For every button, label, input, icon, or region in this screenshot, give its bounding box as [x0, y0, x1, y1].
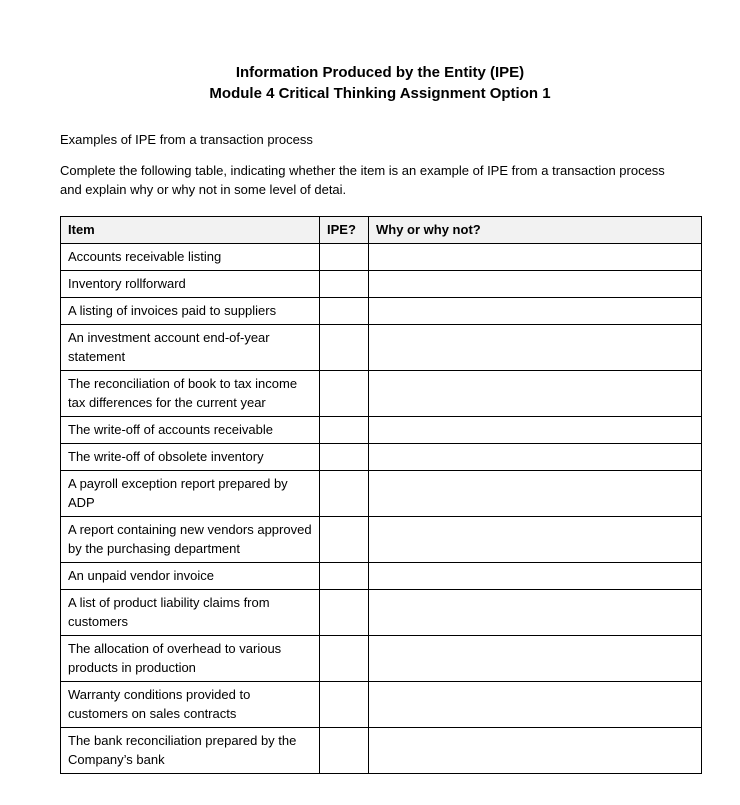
why-cell — [369, 590, 702, 636]
why-cell — [369, 636, 702, 682]
table-row — [61, 563, 702, 590]
item-cell: Inventory rollforward — [61, 271, 320, 298]
ipe-cell — [320, 636, 369, 682]
why-cell — [369, 417, 702, 444]
ipe-table — [60, 216, 702, 774]
why-cell — [369, 471, 702, 517]
col-header-item: Item — [61, 217, 320, 244]
item-cell: A payroll exception report prepared by ADP — [61, 471, 320, 517]
table-row — [61, 682, 702, 728]
item-cell: An unpaid vendor invoice — [61, 563, 320, 590]
ipe-cell — [320, 728, 369, 774]
intro-text: Examples of IPE from a transaction process — [60, 132, 313, 147]
ipe-cell — [320, 244, 369, 271]
instructions-text: Complete the following table, indicating whether the item is an example of IPE from a transaction process and explain why or why not in some level of detai. — [60, 163, 665, 197]
ipe-cell — [320, 590, 369, 636]
item-cell: A list of product liability claims from customers — [61, 590, 320, 636]
table-row — [61, 325, 702, 371]
item-cell: Warranty conditions provided to customers on sales contracts — [61, 682, 320, 728]
table-row — [61, 590, 702, 636]
title-line-2: Module 4 Critical Thinking Assignment Option 1 — [209, 85, 551, 102]
ipe-cell — [320, 682, 369, 728]
table-body — [61, 244, 702, 774]
table-row — [61, 728, 702, 774]
ipe-cell — [320, 271, 369, 298]
table-row — [61, 471, 702, 517]
ipe-cell — [320, 298, 369, 325]
why-cell — [369, 298, 702, 325]
why-cell — [369, 325, 702, 371]
table-row — [61, 271, 702, 298]
why-cell — [369, 728, 702, 774]
why-cell — [369, 371, 702, 417]
ipe-cell — [320, 444, 369, 471]
table-row — [61, 636, 702, 682]
ipe-cell — [320, 417, 369, 444]
why-cell — [369, 244, 702, 271]
item-cell: A report containing new vendors approved by the purchasing department — [61, 517, 320, 563]
table-row — [61, 517, 702, 563]
why-cell — [369, 517, 702, 563]
table-header-row — [61, 217, 702, 244]
why-cell — [369, 444, 702, 471]
ipe-cell — [320, 563, 369, 590]
table-row — [61, 244, 702, 271]
table-row — [61, 444, 702, 471]
item-cell: An investment account end-of-year statement — [61, 325, 320, 371]
item-cell: The allocation of overhead to various products in production — [61, 636, 320, 682]
item-cell: The write-off of accounts receivable — [61, 417, 320, 444]
table-header — [61, 217, 702, 244]
item-cell: The write-off of obsolete inventory — [61, 444, 320, 471]
col-header-ipe: IPE? — [320, 217, 369, 244]
table-row — [61, 298, 702, 325]
ipe-cell — [320, 371, 369, 417]
item-cell: The bank reconciliation prepared by the Company’s bank — [61, 728, 320, 774]
why-cell — [369, 682, 702, 728]
why-cell — [369, 563, 702, 590]
why-cell — [369, 271, 702, 298]
ipe-cell — [320, 325, 369, 371]
item-cell: A listing of invoices paid to suppliers — [61, 298, 320, 325]
ipe-cell — [320, 471, 369, 517]
item-cell: Accounts receivable listing — [61, 244, 320, 271]
table-row — [61, 371, 702, 417]
ipe-cell — [320, 517, 369, 563]
document-title — [60, 62, 700, 104]
table-row — [61, 417, 702, 444]
col-header-why: Why or why not? — [369, 217, 702, 244]
title-line-1: Information Produced by the Entity (IPE) — [235, 64, 525, 81]
item-cell: The reconciliation of book to tax income tax differences for the current year — [61, 371, 320, 417]
